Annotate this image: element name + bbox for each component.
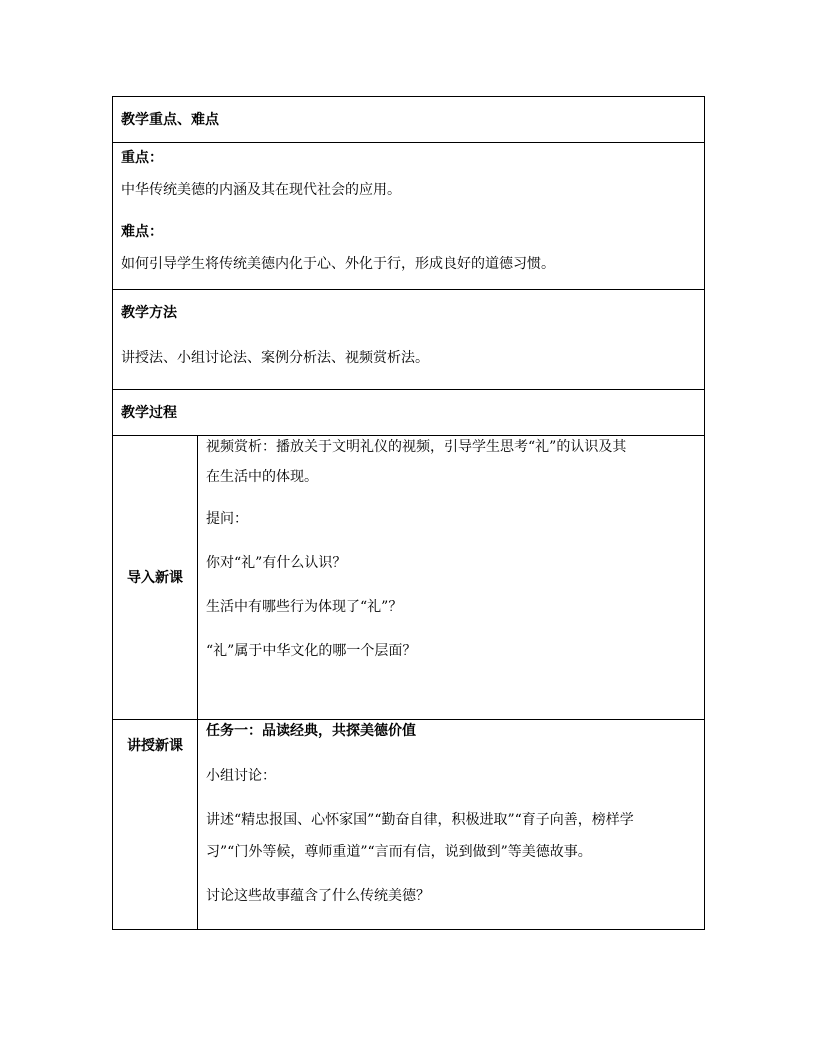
intro-video-line2: 在生活中的体现。 (206, 469, 318, 485)
intro-question-3: “礼”属于中华文化的哪一个层面？ (206, 643, 417, 659)
methods-row (113, 290, 705, 390)
key-points-title: 教学重点、难点 (121, 112, 219, 128)
key-points-content-row (113, 143, 705, 290)
intro-row (113, 436, 705, 720)
story-line-1: 讲述“精忠报国、心怀家国”“勤奋自律，积极进取”“育子向善，榜样学 (206, 812, 634, 828)
intro-question-2: 生活中有哪些行为体现了“礼”？ (206, 599, 403, 615)
new-lesson-label: 讲授新课 (127, 738, 183, 754)
process-title: 教学过程 (121, 405, 177, 421)
process-header-row (113, 390, 705, 436)
intro-video-line1: 视频赏析：播放关于文明礼仪的视频，引导学生思考“礼”的认识及其 (206, 439, 627, 455)
key-points-header-row (113, 97, 705, 143)
methods-title: 教学方法 (121, 305, 177, 321)
focus-text: 中华传统美德的内涵及其在现代社会的应用。 (121, 182, 401, 198)
intro-question-1: 你对“礼”有什么认识？ (206, 555, 347, 571)
difficulty-text: 如何引导学生将传统美德内化于心、外化于行，形成良好的道德习惯。 (121, 256, 555, 272)
task-one-title: 任务一：品读经典，共探美德价值 (206, 723, 416, 739)
lesson-plan-table (112, 96, 705, 930)
focus-label: 重点： (121, 150, 163, 166)
story-line-2: 习”“门外等候，尊师重道”“言而有信，说到做到”等美德故事。 (206, 844, 592, 860)
intro-label: 导入新课 (127, 569, 183, 586)
methods-text: 讲授法、小组讨论法、案例分析法、视频赏析法。 (121, 350, 429, 366)
new-lesson-row (113, 720, 705, 930)
intro-ask-label: 提问： (206, 511, 248, 527)
group-discussion-label: 小组讨论： (206, 768, 276, 784)
difficulty-label: 难点： (121, 224, 163, 240)
discussion-question: 讨论这些故事蕴含了什么传统美德？ (206, 888, 430, 904)
